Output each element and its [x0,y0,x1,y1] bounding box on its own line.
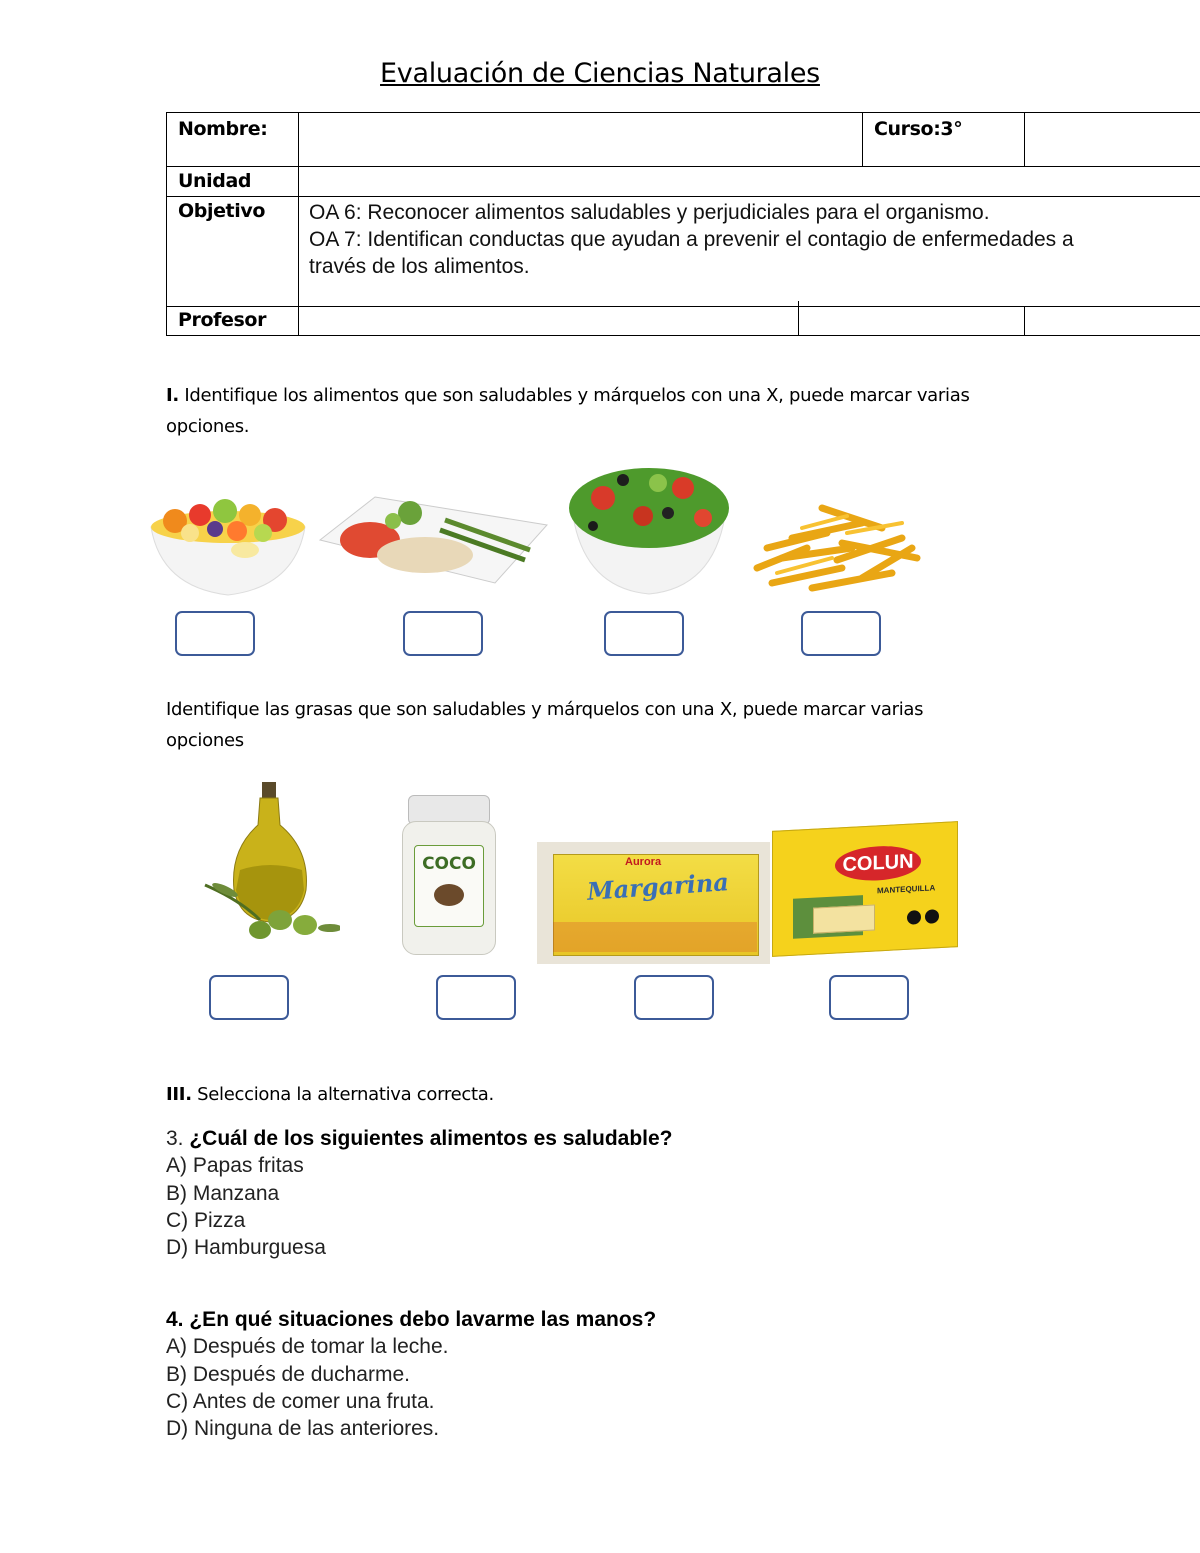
coconut-oil-image [400,795,496,955]
section3-number: III. [166,1084,192,1105]
butter-product-label: MANTEQUILLA [877,883,936,896]
margarine-brand-label: Margarina [586,867,730,906]
question3-option[interactable]: A) Papas fritas [166,1154,304,1178]
objetivo-text [299,197,1200,307]
section3-instruction: III. Selecciona la alternativa correcta. [166,1084,494,1105]
question3-option[interactable]: B) Manzana [166,1181,280,1205]
margarine-maker-label: Aurora [625,856,662,868]
checkbox-olive-oil[interactable] [209,975,289,1020]
objetivo-label: Objetivo [167,197,299,307]
checkbox-grilled-chicken[interactable] [403,611,483,656]
question3-option[interactable]: D) Hamburguesa [166,1236,326,1260]
unidad-field[interactable] [299,167,1200,197]
checkbox-margarine[interactable] [634,975,714,1020]
section1-number: I. [166,385,179,406]
objetivo-line: través de los alimentos. [309,255,530,278]
page-title: Evaluación de Ciencias Naturales [380,58,820,89]
checkbox-butter[interactable] [829,975,909,1020]
question4-text: ¿En qué situaciones debo lavarme las manos? [189,1308,657,1331]
checkbox-green-salad[interactable] [604,611,684,656]
french-fries-image [752,488,924,600]
question-4 [166,1306,656,1442]
profesor-field[interactable] [299,307,1200,336]
butter-image [772,821,958,957]
section2-instruction: Identifique las grasas que son saludables y márquelos con una X, puede marcar varias opciones [166,699,924,751]
question4-number: 4. [166,1308,184,1331]
grilled-chicken-image [315,485,550,585]
question4-option[interactable]: D) Ninguna de las anteriores. [166,1417,440,1441]
olive-oil-image [200,780,340,948]
objetivo-line: OA 7: Identifican conductas que ayudan a prevenir el contagio de enfermedades a [309,228,1074,251]
curso-field[interactable] [1025,113,1200,167]
student-info-table [166,112,1200,336]
profesor-label: Profesor [167,307,299,336]
question4-option[interactable]: A) Después de tomar la leche. [166,1335,449,1359]
butter-brand-label: COLUN [842,850,914,877]
nombre-label: Nombre: [167,113,299,167]
objetivo-line: OA 6: Reconocer alimentos saludables y perjudiciales para el organismo. [309,201,990,224]
question3-text: ¿Cuál de los siguientes alimentos es saludable? [189,1127,673,1150]
checkbox-fruit-salad[interactable] [175,611,255,656]
question-3 [166,1125,673,1261]
checkbox-coconut-oil[interactable] [436,975,516,1020]
fruit-salad-image [145,485,311,600]
section1-instruction: I. Identifique los alimentos que son saludables y márquelos con una X, puede marcar varias opciones. [166,385,970,437]
green-salad-image [563,458,735,596]
question4-option[interactable]: B) Después de ducharme. [166,1362,410,1386]
margarine-image [537,842,770,964]
coconut-brand-label: COCO [422,854,476,874]
question4-option[interactable]: C) Antes de comer una fruta. [166,1389,435,1413]
question3-number: 3. [166,1127,184,1150]
curso-label: Curso:3° [863,113,1025,167]
question3-option[interactable]: C) Pizza [166,1208,246,1232]
nombre-field[interactable] [299,113,863,167]
unidad-label: Unidad [167,167,299,197]
checkbox-french-fries[interactable] [801,611,881,656]
